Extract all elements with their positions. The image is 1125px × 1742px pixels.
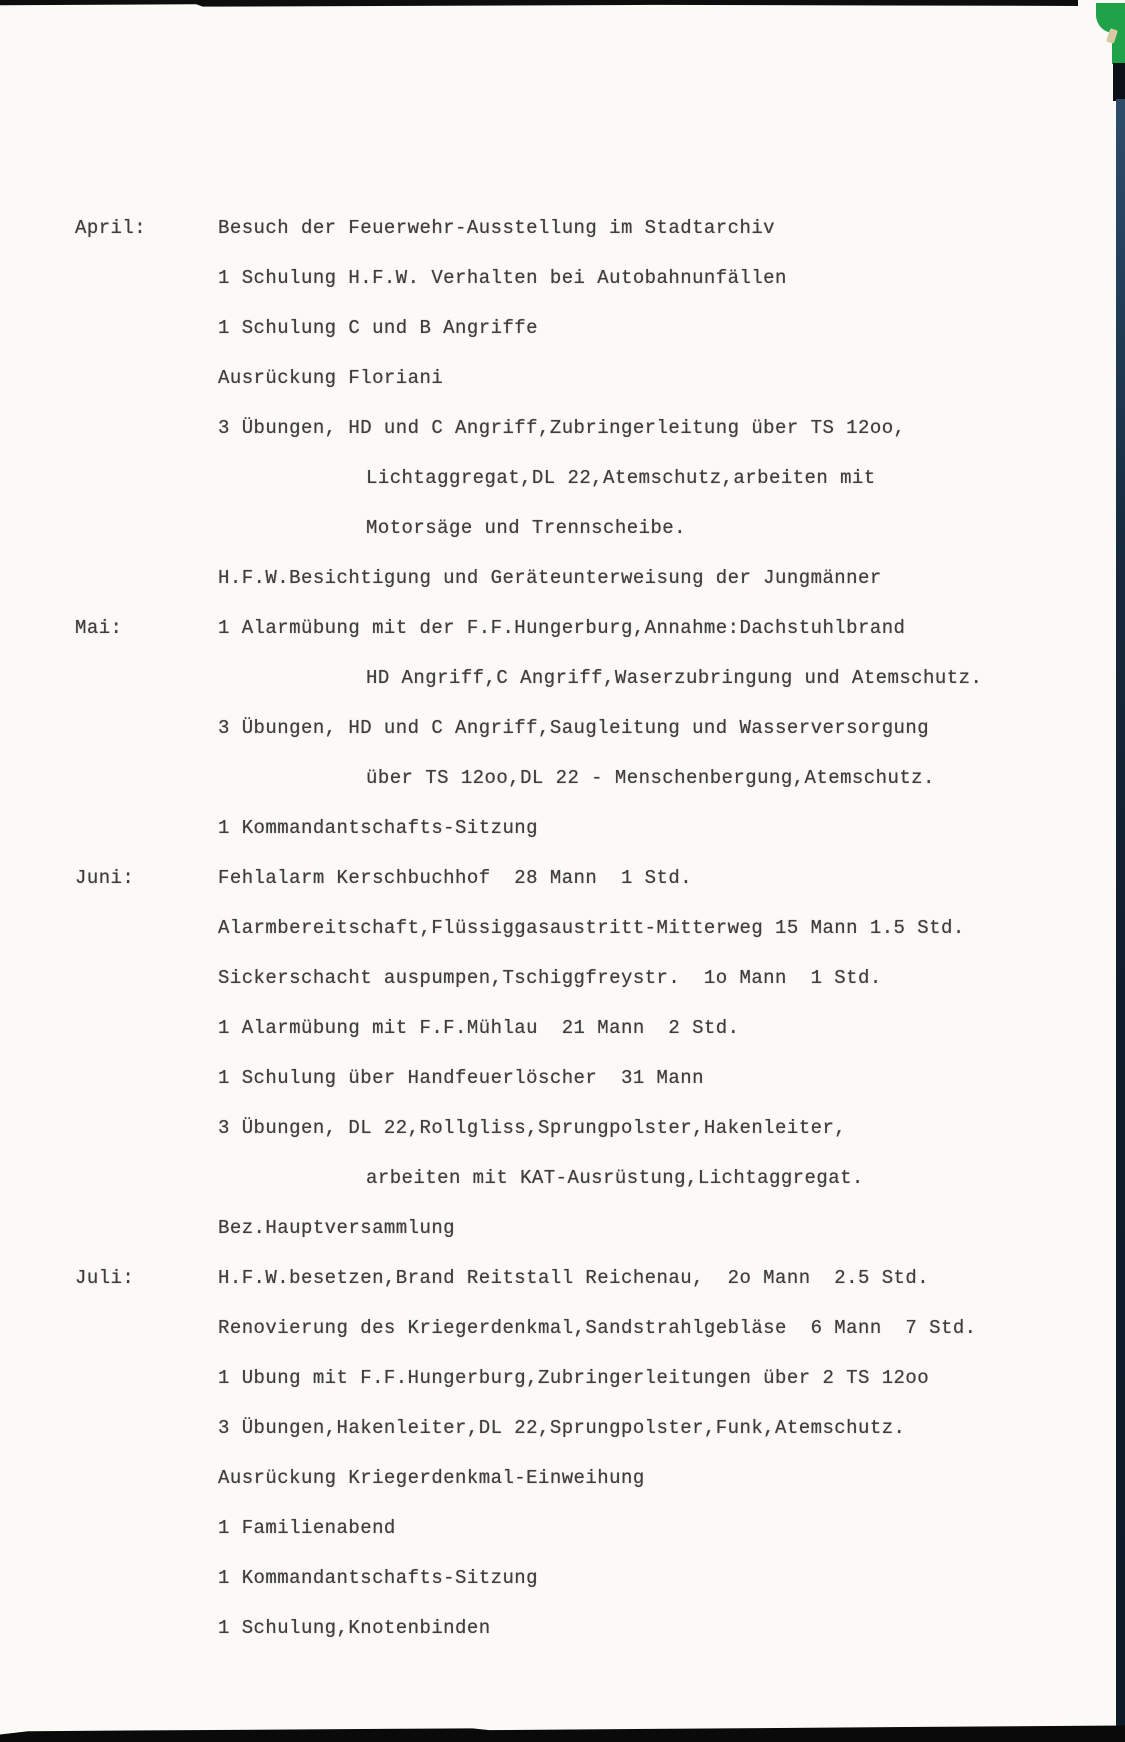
text-line xyxy=(0,553,1125,603)
line-text: 1 Kommandantschafts-Sitzung xyxy=(218,817,538,839)
line-text: Sickerschacht auspumpen,Tschiggfreystr. 1o Mann 1 Std. xyxy=(218,967,882,989)
line-text: Motorsäge und Trennscheibe. xyxy=(366,517,686,539)
text-line xyxy=(0,1003,1125,1053)
scan-edge-top xyxy=(0,0,1090,7)
text-line xyxy=(0,1153,1125,1203)
line-text: 3 Übungen, HD und C Angriff,Saugleitung und Wasserversorgung xyxy=(218,717,930,739)
text-line xyxy=(0,853,1125,903)
line-text: Ausrückung Kriegerdenkmal-Einweihung xyxy=(218,1467,645,1489)
text-line xyxy=(0,203,1125,253)
text-line xyxy=(0,353,1125,403)
text-line xyxy=(0,1503,1125,1553)
line-text: Bez.Hauptversammlung xyxy=(218,1217,456,1239)
line-text: 1 Alarmübung mit der F.F.Hungerburg,Annahme:Dachstuhlbrand xyxy=(218,617,906,639)
text-line xyxy=(0,1453,1125,1503)
text-line xyxy=(0,903,1125,953)
text-line xyxy=(0,703,1125,753)
line-text: Lichtaggregat,DL 22,Atemschutz,arbeiten mit xyxy=(366,467,876,489)
typewritten-text xyxy=(0,203,1125,1653)
text-line xyxy=(0,303,1125,353)
line-text: 1 Schulung H.F.W. Verhalten bei Autobahnunfällen xyxy=(218,267,787,289)
text-line xyxy=(0,1403,1125,1453)
text-line xyxy=(0,1053,1125,1103)
line-text: HD Angriff,C Angriff,Waserzubringung und Atemschutz. xyxy=(366,667,983,689)
line-text: Ausrückung Floriani xyxy=(218,367,444,389)
line-text: 1 Ubung mit F.F.Hungerburg,Zubringerleitungen über 2 TS 12oo xyxy=(218,1367,930,1389)
scan-edge-bottom xyxy=(0,1724,1125,1742)
line-text: 1 Schulung über Handfeuerlöscher 31 Mann xyxy=(218,1067,704,1089)
line-text: Fehlalarm Kerschbuchhof 28 Mann 1 Std. xyxy=(218,867,693,889)
line-text: 1 Schulung,Knotenbinden xyxy=(218,1617,491,1639)
month-label: April: xyxy=(75,217,147,239)
month-label: Juni: xyxy=(75,867,135,889)
text-line xyxy=(0,1553,1125,1603)
text-line xyxy=(0,1353,1125,1403)
text-line xyxy=(0,803,1125,853)
line-text: 1 Familienabend xyxy=(218,1517,396,1539)
text-line xyxy=(0,403,1125,453)
month-label: Mai: xyxy=(75,617,123,639)
line-text: 1 Schulung C und B Angriffe xyxy=(218,317,538,339)
line-text: H.F.W.besetzen,Brand Reitstall Reichenau, 2o Mann 2.5 Std. xyxy=(218,1267,930,1289)
line-text: H.F.W.Besichtigung und Geräteunterweisung der Jungmänner xyxy=(218,567,882,589)
line-text: Alarmbereitschaft,Flüssiggasaustritt-Mitterweg 15 Mann 1.5 Std. xyxy=(218,917,965,939)
text-line xyxy=(0,253,1125,303)
text-line xyxy=(0,1203,1125,1253)
month-label: Juli: xyxy=(75,1267,135,1289)
line-text: 3 Übungen, HD und C Angriff,Zubringerleitung über TS 12oo, xyxy=(218,417,906,439)
text-line xyxy=(0,1253,1125,1303)
line-text: über TS 12oo,DL 22 - Menschenbergung,Atemschutz. xyxy=(366,767,935,789)
text-line xyxy=(0,953,1125,1003)
text-line xyxy=(0,603,1125,653)
line-text: 1 Kommandantschafts-Sitzung xyxy=(218,1567,538,1589)
text-line xyxy=(0,1603,1125,1653)
text-line xyxy=(0,453,1125,503)
line-text: arbeiten mit KAT-Ausrüstung,Lichtaggregat. xyxy=(366,1167,864,1189)
text-line xyxy=(0,753,1125,803)
line-text: Renovierung des Kriegerdenkmal,Sandstrahlgebläse 6 Mann 7 Std. xyxy=(218,1317,977,1339)
line-text: 3 Übungen,Hakenleiter,DL 22,Sprungpolster,Funk,Atemschutz. xyxy=(218,1417,906,1439)
line-text: 1 Alarmübung mit F.F.Mühlau 21 Mann 2 Std. xyxy=(218,1017,740,1039)
line-text: 3 Übungen, DL 22,Rollgliss,Sprungpolster,Hakenleiter, xyxy=(218,1117,847,1139)
text-line xyxy=(0,1303,1125,1353)
text-line xyxy=(0,653,1125,703)
text-line xyxy=(0,503,1125,553)
line-text: Besuch der Feuerwehr-Ausstellung im Stadtarchiv xyxy=(218,217,776,239)
binder-black-strip xyxy=(1113,63,1125,101)
text-line xyxy=(0,1103,1125,1153)
